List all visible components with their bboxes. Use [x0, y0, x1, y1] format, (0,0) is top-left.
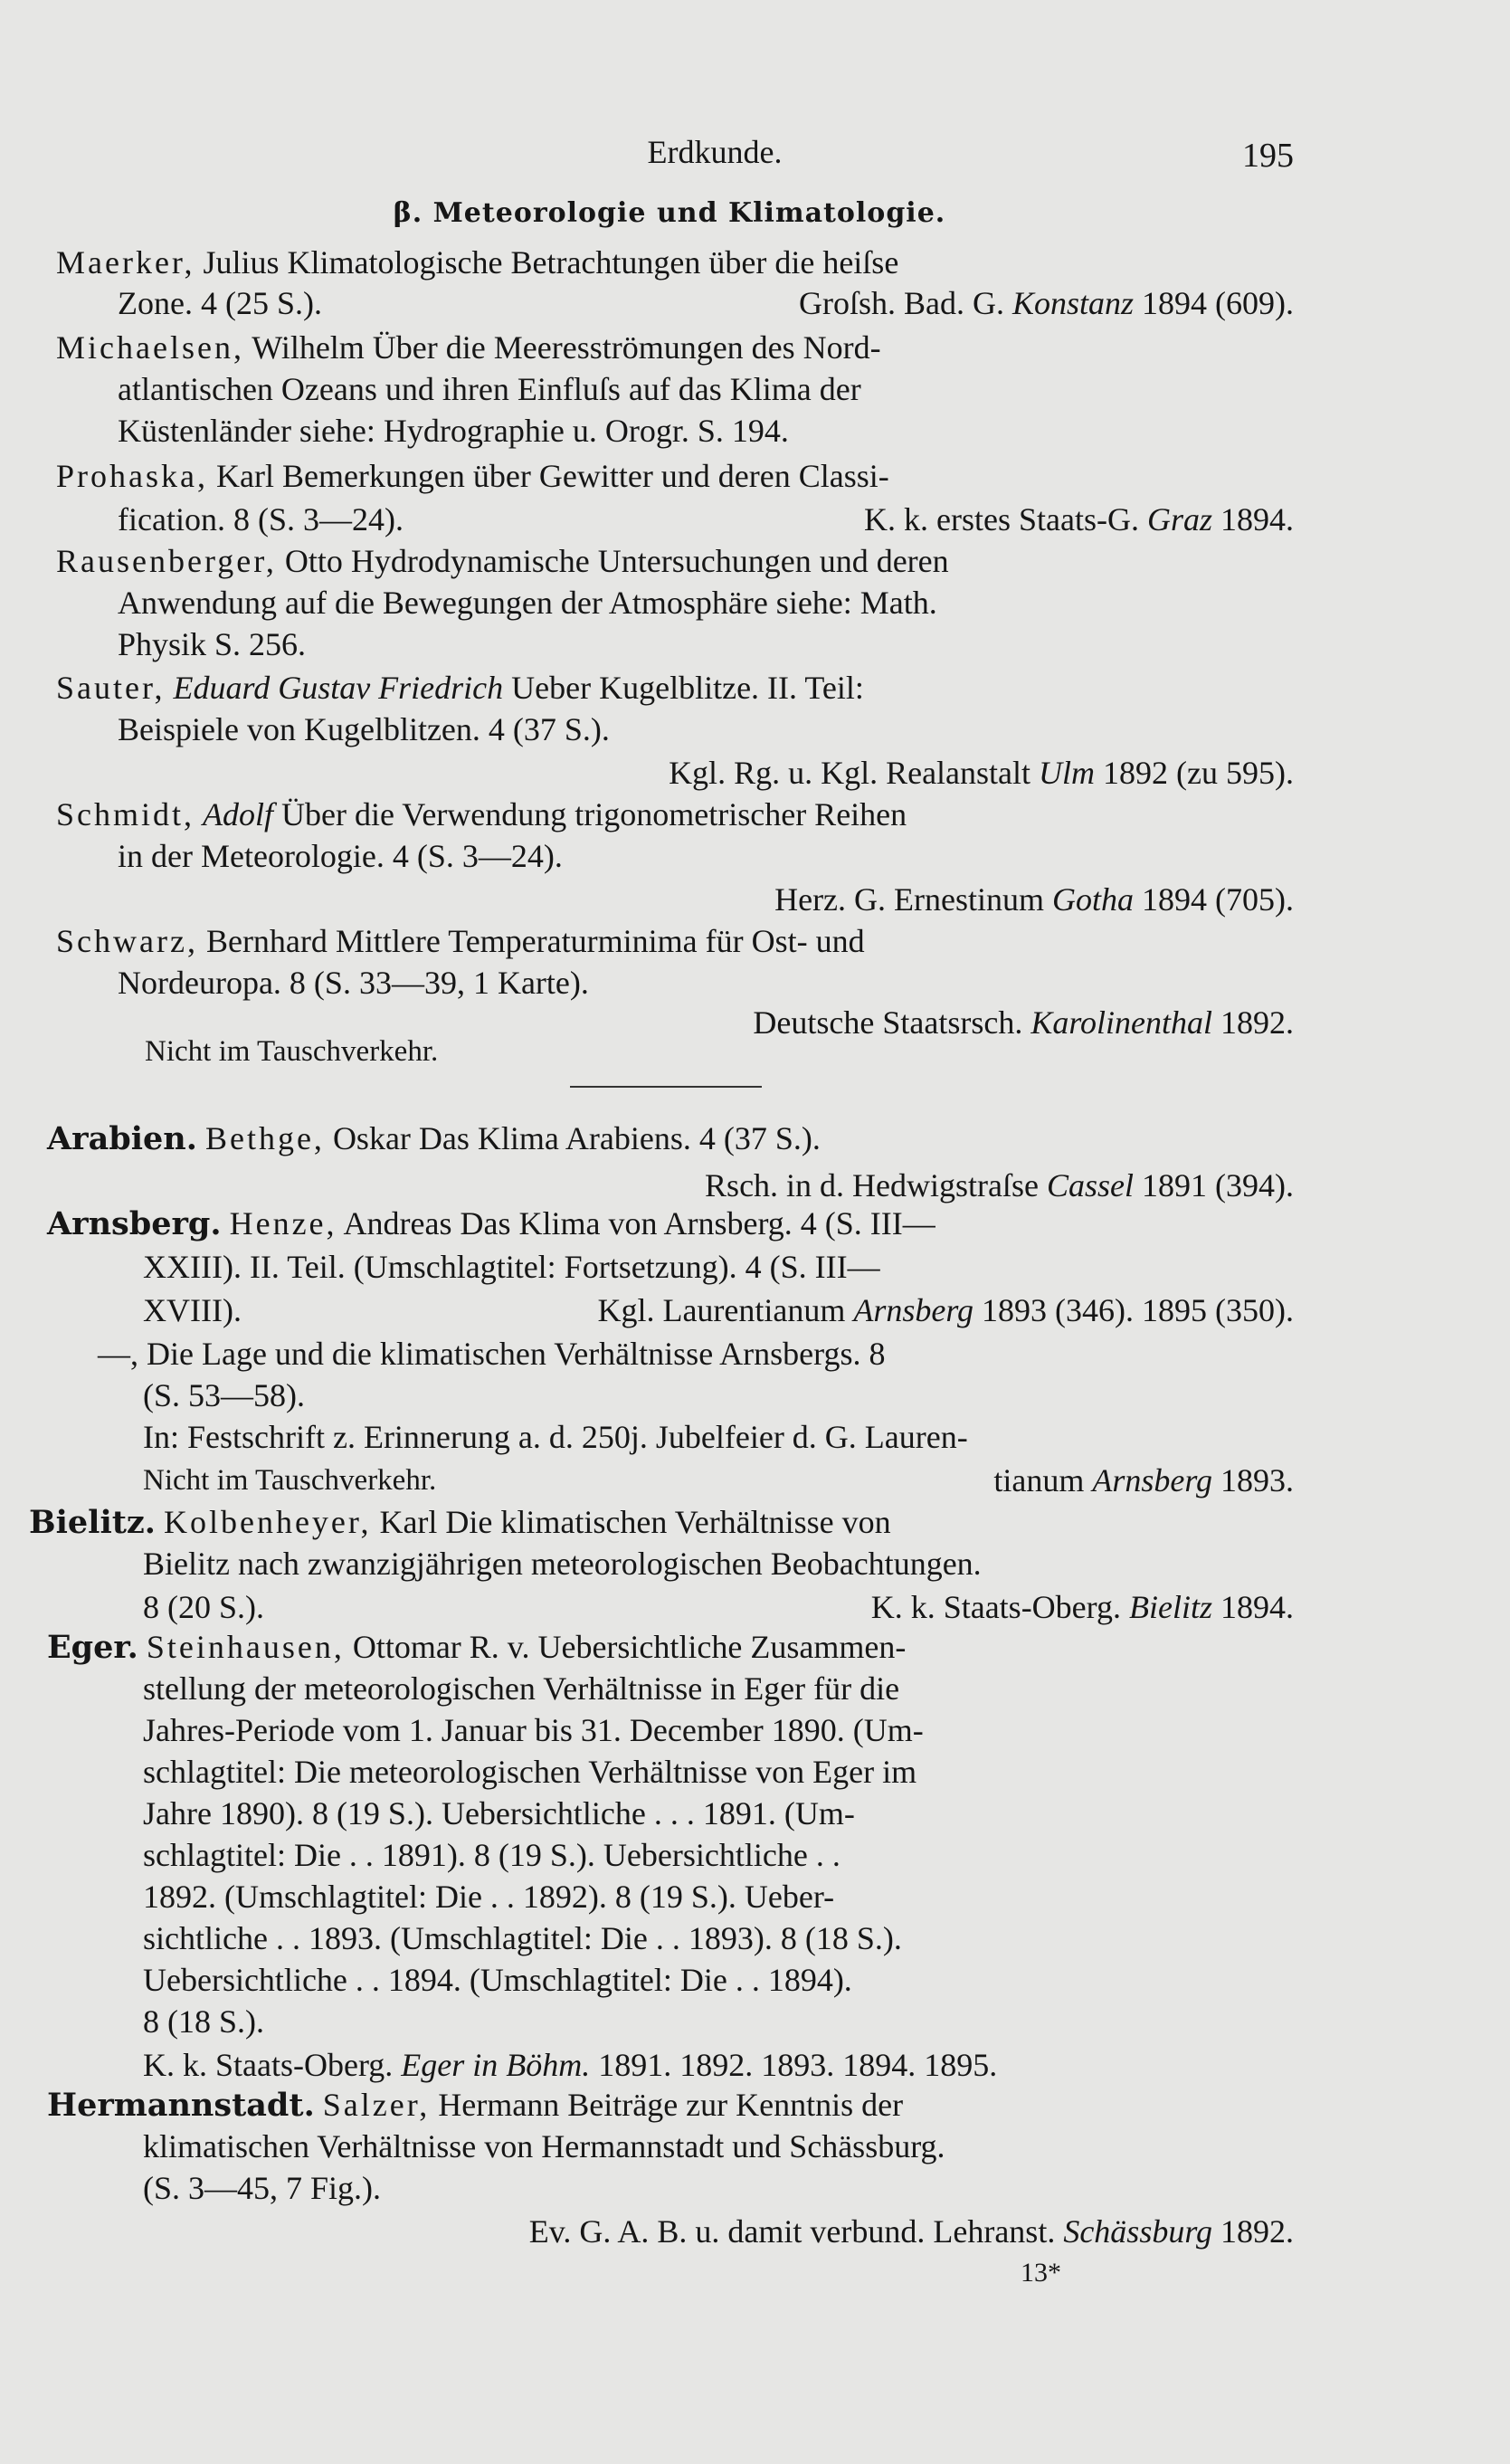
place-arnsberg-line-5: (S. 53—58).: [143, 1377, 305, 1413]
entry-text: Julius Klimatologische Betrachtungen über die heiſse: [195, 244, 899, 281]
entry-schwarz-imprint: [543, 1003, 1294, 1042]
entry-michaelsen-line-1: [56, 328, 881, 367]
imprint-school: K. k. Staats-Oberg.: [870, 1589, 1129, 1625]
place-eger-line-3: Jahres-Periode vom 1. Januar bis 31. December 1890. (Um-: [143, 1712, 924, 1748]
place-eger-line-10: 8 (18 S.).: [143, 2003, 264, 2040]
entry-text: Ueber Kugelblitze. II. Teil:: [503, 670, 864, 706]
imprint-place: Graz: [1146, 501, 1212, 538]
section-heading: β. Meteorologie und Klimatologie.: [393, 197, 946, 229]
entry-schmidt-line-2: in der Meteorologie. 4 (S. 3—24).: [118, 838, 563, 874]
place-eger-line-7: 1892. (Umschlagtitel: Die . . 1892). 8 (19 S.). Ueber-: [143, 1879, 835, 1915]
entry-maerker-imprint: [543, 283, 1294, 323]
entry-michaelsen-line-3: Küstenländer siehe: Hydrographie u. Orogr. S. 194.: [118, 413, 789, 449]
entry-prohaska-imprint: [633, 499, 1294, 539]
author-henze: Henze,: [229, 1205, 337, 1242]
imprint-school: K. k. Staats-Oberg.: [143, 2047, 402, 2083]
place-hermannstadt-imprint: [271, 2212, 1294, 2251]
entry-maerker-line-2: Zone. 4 (25 S.).: [118, 285, 322, 321]
place-arnsberg-line-4: —, Die Lage und die klimatischen Verhältnisse Arnsbergs. 8: [98, 1336, 886, 1372]
author-rausenberger: Rausenberger,: [56, 543, 277, 579]
entry-text: Otto Hydrodynamische Untersuchungen und deren: [276, 543, 949, 579]
place-arabien-line-1: [47, 1118, 821, 1159]
imprint-place: Arnsberg: [1092, 1462, 1212, 1498]
place-arabien: Arabien.: [47, 1120, 197, 1157]
author-bethge: Bethge,: [204, 1120, 325, 1156]
imprint-school: Ev. G. A. B. u. damit verbund. Lehranst.: [528, 2213, 1064, 2250]
entry-text: Bernhard Mittlere Temperaturminima für Ost- und: [197, 923, 865, 959]
entry-text: Oskar Das Klima Arabiens. 4 (37 S.).: [324, 1120, 821, 1156]
imprint-school: Kgl. Laurentianum: [597, 1292, 854, 1328]
imprint-year: 1891 (394).: [1134, 1167, 1294, 1203]
imprint-year: 1894 (705).: [1134, 881, 1294, 918]
entry-rausenberger-line-2: Anwendung auf die Bewegungen der Atmosphäre siehe: Math.: [118, 585, 937, 621]
place-eger-line-1: [47, 1627, 906, 1668]
entry-sauter-line-1: [56, 668, 864, 708]
place-eger: Eger.: [47, 1629, 138, 1666]
entry-text: Karl Bemerkungen über Gewitter und deren Classi-: [207, 458, 889, 494]
place-bielitz: Bielitz.: [29, 1504, 156, 1541]
imprint-year: 1891. 1892. 1893. 1894. 1895.: [590, 2047, 998, 2083]
author-prohaska: Prohaska,: [56, 458, 208, 494]
place-eger-line-6: schlagtitel: Die . . 1891). 8 (19 S.). Uebersichtliche . .: [143, 1837, 840, 1873]
place-bielitz-line-1: [29, 1502, 891, 1543]
imprint-year: 1893 (346). 1895 (350).: [973, 1292, 1294, 1328]
place-hermannstadt: Hermannstadt.: [47, 2087, 315, 2124]
place-bielitz-line-2: Bielitz nach zwanzigjährigen meteorologischen Beobachtungen.: [143, 1546, 982, 1582]
entry-maerker-line-1: [56, 243, 898, 282]
imprint-school: Deutsche Staatsrsch.: [753, 1004, 1031, 1041]
signature-mark: 13*: [1021, 2258, 1061, 2288]
imprint-place: Eger in Böhm.: [401, 2047, 591, 2083]
imprint-year: 1892.: [1212, 2213, 1294, 2250]
imprint-place: Schässburg: [1063, 2213, 1212, 2250]
entry-text: Karl Die klimatischen Verhältnisse von: [371, 1504, 891, 1540]
imprint-year: 1892.: [1212, 1004, 1294, 1041]
entry-rausenberger-line-3: Physik S. 256.: [118, 626, 307, 662]
entry-schwarz-line-1: [56, 921, 865, 961]
place-arnsberg-line-3: XVIII).: [143, 1292, 242, 1328]
entry-text: Ottomar R. v. Uebersichtliche Zusammen-: [344, 1629, 907, 1665]
place-eger-line-2: stellung der meteorologischen Verhältnisse in Eger für die: [143, 1670, 900, 1707]
entry-text: Hermann Beiträge zur Kenntnis der: [430, 2087, 904, 2123]
entry-schmidt-imprint: [543, 880, 1294, 919]
author-maerker: Maerker,: [56, 244, 195, 281]
section-divider: [570, 1086, 762, 1088]
imprint-school: Groſsh. Bad. G.: [798, 285, 1012, 321]
author-steinhausen: Steinhausen,: [146, 1629, 345, 1665]
author-given-names: Eduard Gustav Friedrich: [173, 670, 504, 706]
place-arnsberg-note: Nicht im Tauschverkehr.: [143, 1464, 437, 1497]
entry-schmidt-line-1: [56, 794, 907, 834]
imprint-place: Karolinenthal: [1030, 1004, 1212, 1041]
place-eger-line-4: schlagtitel: Die meteorologischen Verhältnisse von Eger im: [143, 1754, 917, 1790]
place-hermannstadt-line-2: klimatischen Verhältnisse von Hermannstadt und Schässburg.: [143, 2128, 945, 2164]
author-michaelsen: Michaelsen,: [56, 329, 244, 366]
imprint-school: tianum: [993, 1462, 1093, 1498]
entry-schwarz-note: Nicht im Tauschverkehr.: [145, 1035, 439, 1068]
imprint-place: Arnsberg: [853, 1292, 974, 1328]
imprint-place: Konstanz: [1011, 285, 1135, 321]
entry-sauter-line-2: Beispiele von Kugelblitzen. 4 (37 S.).: [118, 711, 610, 747]
imprint-year: 1894 (609).: [1134, 285, 1294, 321]
place-eger-line-5: Jahre 1890). 8 (19 S.). Uebersichtliche . . . 1891. (Um-: [143, 1795, 855, 1831]
author-kolbenheyer: Kolbenheyer,: [163, 1504, 372, 1540]
place-eger-line-8: sichtliche . . 1893. (Umschlagtitel: Die . . 1893). 8 (18 S.).: [143, 1920, 902, 1956]
place-arabien-imprint: [452, 1165, 1294, 1205]
imprint-school: K. k. erstes Staats-G.: [864, 501, 1147, 538]
entry-prohaska-line-2: fication. 8 (S. 3—24).: [118, 501, 404, 538]
author-schwarz: Schwarz,: [56, 923, 198, 959]
entry-michaelsen-line-2: atlantischen Ozeans und ihren Einfluſs auf das Klima der: [118, 371, 861, 407]
place-arnsberg: Arnsberg.: [47, 1205, 222, 1242]
running-head: Erdkunde.: [647, 134, 783, 170]
place-arnsberg-line-2: XXIII). II. Teil. (Umschlagtitel: Fortsetzung). 4 (S. III—: [143, 1249, 880, 1285]
imprint-year: 1892 (zu 595).: [1095, 755, 1294, 791]
imprint-place: Bielitz: [1129, 1589, 1212, 1625]
page-number: 195: [1242, 137, 1294, 175]
place-hermannstadt-line-1: [47, 2085, 903, 2126]
entry-sauter-imprint: [543, 753, 1294, 793]
entry-text: [195, 796, 203, 832]
entry-text: Über die Verwendung trigonometrischer Reihen: [273, 796, 907, 832]
imprint-place: Gotha: [1052, 881, 1135, 918]
imprint-year: 1894.: [1212, 1589, 1294, 1625]
entry-text: [166, 670, 174, 706]
place-eger-line-9: Uebersichtliche . . 1894. (Umschlagtitel: Die . . 1894).: [143, 1962, 852, 1998]
place-arnsberg-line-1: [47, 1203, 935, 1244]
place-bielitz-imprint: [543, 1587, 1294, 1627]
entry-rausenberger-line-1: [56, 541, 949, 581]
place-eger-imprint: [143, 2045, 997, 2085]
entry-prohaska-line-1: [56, 456, 889, 496]
imprint-place: Ulm: [1039, 755, 1096, 791]
place-arnsberg-line-6: In: Festschrift z. Erinnerung a. d. 250j. Jubelfeier d. G. Lauren-: [143, 1419, 968, 1455]
author-salzer: Salzer,: [322, 2087, 431, 2123]
entry-schwarz-line-2: Nordeuropa. 8 (S. 33—39, 1 Karte).: [118, 965, 589, 1001]
author-given-names: Adolf: [203, 796, 274, 832]
imprint-year: 1894.: [1212, 501, 1294, 538]
place-arnsberg-imprint: [362, 1290, 1294, 1330]
place-bielitz-line-3: 8 (20 S.).: [143, 1589, 264, 1625]
imprint-year: 1893.: [1212, 1462, 1294, 1498]
imprint-school: Kgl. Rg. u. Kgl. Realanstalt: [669, 755, 1040, 791]
place-hermannstadt-line-3: (S. 3—45, 7 Fig.).: [143, 2170, 382, 2206]
place-arnsberg-imprint-2: [724, 1460, 1294, 1500]
author-schmidt: Schmidt,: [56, 796, 195, 832]
author-sauter: Sauter,: [56, 670, 166, 706]
imprint-school: Herz. G. Ernestinum: [774, 881, 1053, 918]
entry-text: Wilhelm Über die Meeresströmungen des Nord-: [243, 329, 881, 366]
imprint-school: Rsch. in d. Hedwigstraſse: [705, 1167, 1047, 1203]
entry-text: Andreas Das Klima von Arnsberg. 4 (S. III—: [337, 1205, 935, 1242]
imprint-place: Cassel: [1047, 1167, 1135, 1203]
